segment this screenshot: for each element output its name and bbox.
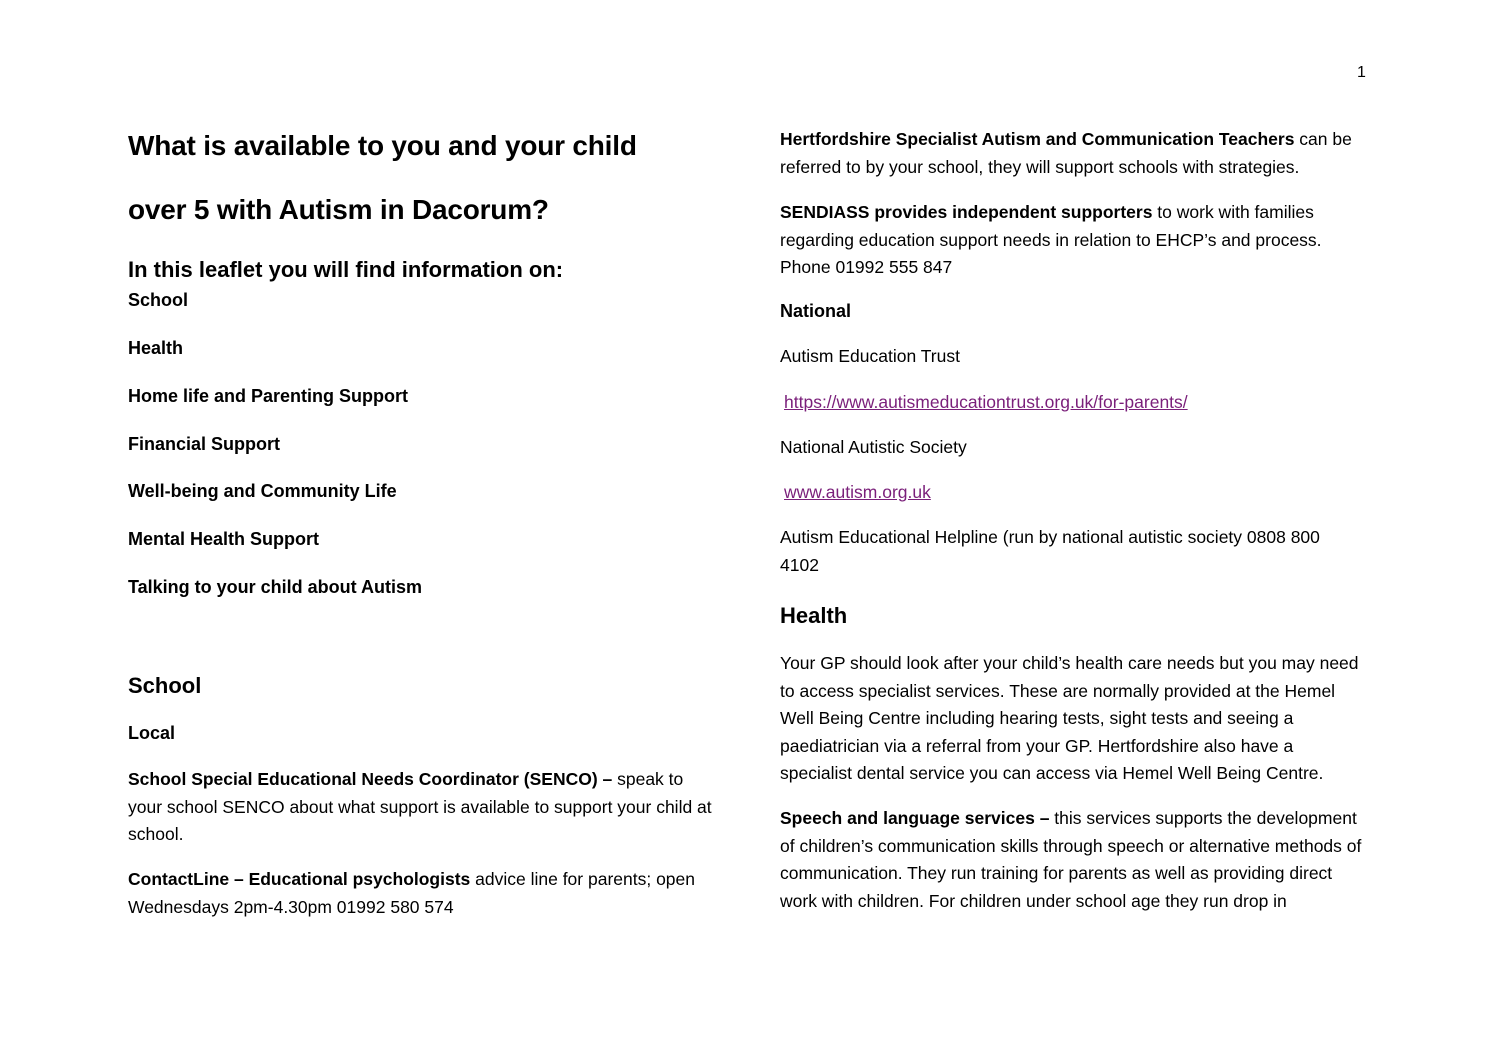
health-heading: Health	[780, 603, 848, 628]
speech-text: this services supports the development of children’s communication skills through speech or alternative methods of communication. They run training for parents as well as providing direct work with children. For children under school age they run drop in	[780, 808, 1362, 911]
school-heading: School	[128, 673, 202, 698]
topic-home-life: Home life and Parenting Support	[128, 386, 409, 406]
page-number: 1	[1357, 64, 1366, 81]
topic-talking: Talking to your child about Autism	[128, 577, 423, 597]
page-title-line-2: over 5 with Autism in Dacorum?	[128, 194, 549, 225]
topic-school: School	[128, 290, 189, 310]
nas-name: National Autistic Society	[780, 437, 967, 457]
sendiass-bold: SENDIASS provides independent supporters	[780, 202, 1153, 222]
contactline-paragraph	[128, 866, 718, 921]
national-label: National	[780, 301, 852, 321]
aet-link[interactable]: https://www.autismeducationtrust.org.uk/for-parents/	[784, 392, 1188, 412]
topic-mental-health: Mental Health Support	[128, 529, 320, 549]
speech-bold: Speech and language services –	[780, 808, 1050, 828]
topic-wellbeing: Well-being and Community Life	[128, 481, 397, 501]
leaflet-intro: In this leaflet you will find information on:	[128, 257, 564, 282]
herts-teachers-bold: Hertfordshire Specialist Autism and Communication Teachers	[780, 129, 1295, 149]
nas-link[interactable]: www.autism.org.uk	[784, 482, 931, 502]
sendiass-phone: Phone 01992 555 847	[780, 257, 953, 277]
speech-paragraph	[780, 805, 1370, 915]
topic-financial: Financial Support	[128, 434, 281, 454]
herts-teachers-paragraph	[780, 126, 1370, 181]
contactline-text: advice line for parents; open Wednesdays 2pm-4.30pm 01992 580 574	[128, 869, 696, 917]
helpline-line-2: 4102	[780, 555, 819, 575]
helpline-line-1: Autism Educational Helpline (run by national autistic society 0808 800	[780, 527, 1320, 547]
local-label: Local	[128, 723, 176, 743]
page-title-line-1: What is available to you and your child	[128, 130, 637, 161]
sendiass-paragraph	[780, 199, 1370, 282]
gp-paragraph: Your GP should look after your child’s health care needs but you may need to access specialist services. These are normally provided at the Hemel Well Being Centre including hearing tests, sight tests and seeing a paediatrician via a referral from your GP. Hertfordshire also have a specialist dental service you can access via Hemel Well Being Centre.	[780, 653, 1359, 783]
contactline-bold: ContactLine – Educational psychologists	[128, 869, 471, 889]
aet-name: Autism Education Trust	[780, 346, 960, 366]
senco-text: speak to your school SENCO about what support is available to support your child at school.	[128, 769, 712, 844]
herts-teachers-text: can be referred to by your school, they will support schools with strategies.	[780, 129, 1352, 177]
topic-health: Health	[128, 338, 184, 358]
senco-bold: School Special Educational Needs Coordinator (SENCO) –	[128, 769, 613, 789]
senco-paragraph	[128, 766, 718, 849]
sendiass-text: to work with families regarding education support needs in relation to EHCP’s and process.	[780, 202, 1322, 250]
